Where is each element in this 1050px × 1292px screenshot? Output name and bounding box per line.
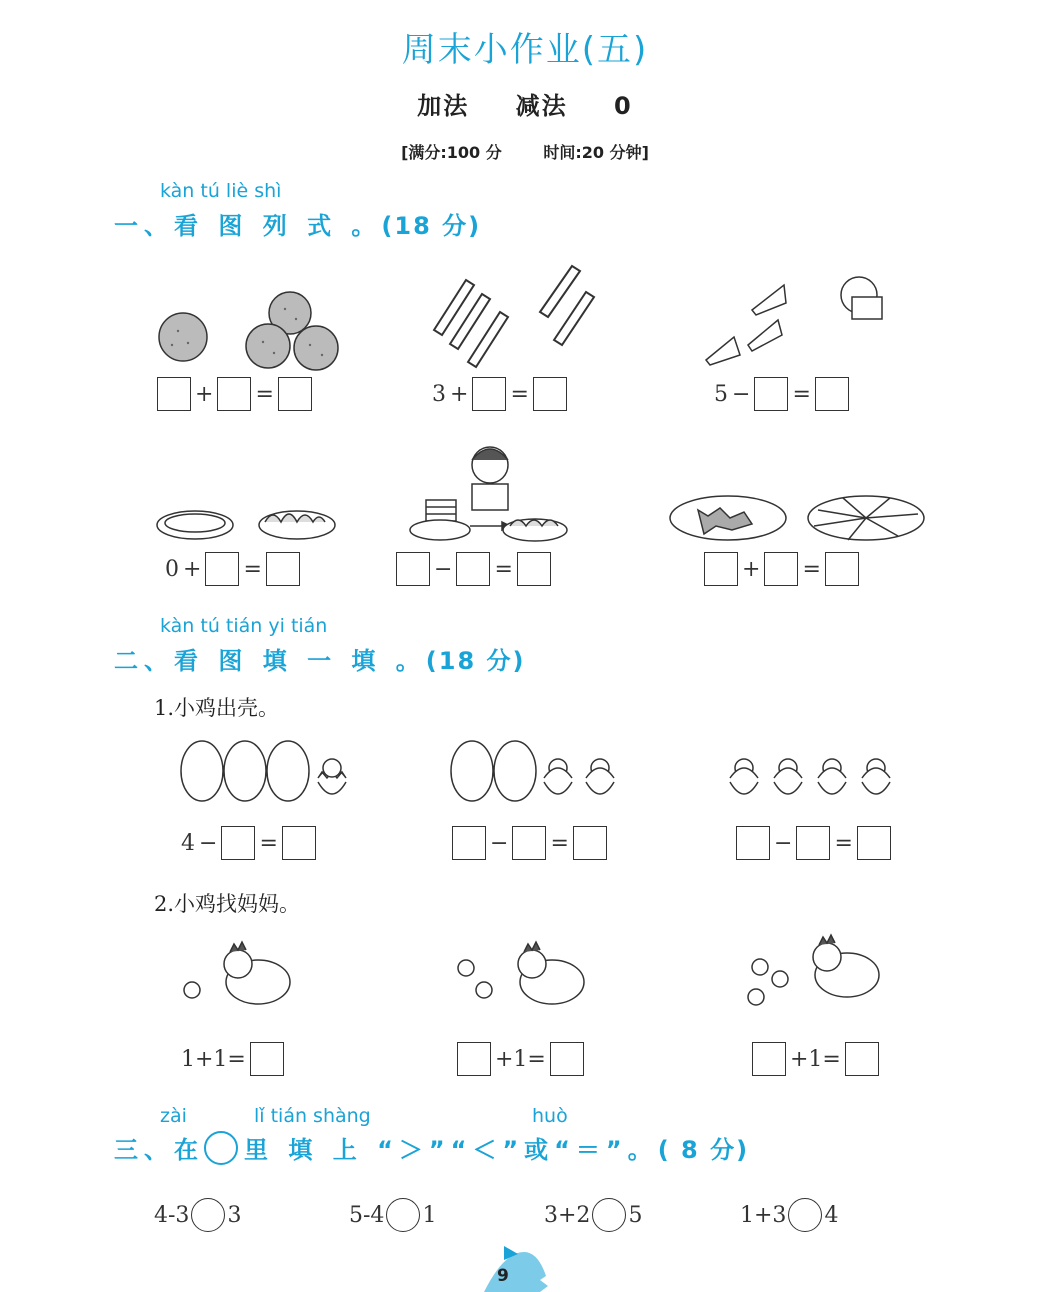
score-time-info: [0, 140, 1050, 163]
answer-box[interactable]: [250, 1042, 284, 1076]
eggs-group-3: [726, 738, 906, 804]
answer-box[interactable]: [573, 826, 607, 860]
cheese-mouse-illustration: [704, 265, 894, 370]
hen-chicks-group-2: [452, 940, 592, 1010]
answer-box[interactable]: [796, 826, 830, 860]
circle-symbol: [204, 1131, 238, 1165]
answer-circle[interactable]: [386, 1198, 420, 1232]
page-number-badge: [474, 1244, 554, 1292]
full-score: [满分:100 分: [401, 143, 502, 162]
answer-box[interactable]: [533, 377, 567, 411]
s1-equation-3: 5 − =: [714, 377, 849, 411]
section1-heading: 一、看 图 列 式 。(18 分): [114, 212, 482, 240]
answer-box[interactable]: [278, 377, 312, 411]
eggs-group-2: [448, 738, 628, 804]
answer-box[interactable]: [764, 552, 798, 586]
subtitle-subtraction: 减法: [515, 92, 568, 120]
question-1-label: 1.小鸡出壳。: [154, 696, 280, 720]
answer-box[interactable]: [512, 826, 546, 860]
answer-box[interactable]: [217, 377, 251, 411]
question-2-label: 2.小鸡找妈妈。: [154, 892, 301, 916]
hen-chicks-group-1: [178, 940, 298, 1010]
s1-equation-4: 0 + =: [165, 552, 300, 586]
eggs-group-1: [178, 738, 358, 804]
answer-box[interactable]: [857, 826, 891, 860]
section3-pinyin-zai: zài: [160, 1105, 187, 1127]
s1-equation-5: − =: [396, 552, 551, 586]
time-limit: 时间:20 分钟]: [543, 143, 649, 162]
answer-box[interactable]: [845, 1042, 879, 1076]
pencils-illustration: [430, 262, 600, 372]
s2-q1-equation-3: − =: [736, 826, 891, 860]
answer-box[interactable]: [221, 826, 255, 860]
hen-chicks-group-3: [742, 935, 887, 1015]
section3-heading: 三、在 里 填 上 “＞”“＜”或“＝”。 ( 8 分): [114, 1130, 749, 1165]
answer-box[interactable]: [754, 377, 788, 411]
pizza-plates-illustration: [668, 490, 933, 550]
worksheet-subtitle: [0, 86, 1050, 121]
s1-equation-6: + =: [704, 552, 859, 586]
answer-box[interactable]: [452, 826, 486, 860]
girl-bowls-illustration: [410, 440, 570, 545]
oranges-illustration: [150, 285, 350, 375]
answer-box[interactable]: [550, 1042, 584, 1076]
answer-box[interactable]: [266, 552, 300, 586]
s2-q2-equation-2: +1=: [457, 1042, 584, 1076]
answer-box[interactable]: [517, 552, 551, 586]
answer-box[interactable]: [457, 1042, 491, 1076]
answer-box[interactable]: [456, 552, 490, 586]
answer-box[interactable]: [815, 377, 849, 411]
section2-pinyin: kàn tú tián yi tián: [160, 615, 328, 637]
plates-dumplings-illustration: [155, 500, 345, 545]
page-number: 9: [497, 1266, 509, 1286]
comparison-1: 4-3 3: [154, 1198, 241, 1232]
answer-box[interactable]: [157, 377, 191, 411]
s1-equation-1: + =: [157, 377, 312, 411]
s2-q1-equation-1: 4 − =: [181, 826, 316, 860]
answer-circle[interactable]: [191, 1198, 225, 1232]
comparison-4: 1+3 4: [740, 1198, 838, 1232]
s1-equation-2: 3 + =: [432, 377, 567, 411]
answer-circle[interactable]: [788, 1198, 822, 1232]
answer-box[interactable]: [205, 552, 239, 586]
s2-q1-equation-2: − =: [452, 826, 607, 860]
answer-box[interactable]: [736, 826, 770, 860]
comparison-2: 5-4 1: [349, 1198, 436, 1232]
answer-box[interactable]: [825, 552, 859, 586]
worksheet-title: 周末小作业(五): [401, 30, 649, 70]
answer-box[interactable]: [704, 552, 738, 586]
answer-box[interactable]: [472, 377, 506, 411]
answer-box[interactable]: [752, 1042, 786, 1076]
subtitle-addition: 加法: [417, 92, 470, 120]
section3-pinyin-huo: huò: [532, 1105, 568, 1127]
section2-heading: 二、看 图 填 一 填 。(18 分): [114, 647, 526, 675]
answer-box[interactable]: [396, 552, 430, 586]
subtitle-zero: 0: [614, 92, 633, 120]
comparison-3: 3+2 5: [544, 1198, 642, 1232]
answer-circle[interactable]: [592, 1198, 626, 1232]
s2-q2-equation-3: +1=: [752, 1042, 879, 1076]
answer-box[interactable]: [282, 826, 316, 860]
section3-pinyin-li: lǐ tián shàng: [254, 1105, 371, 1127]
s2-q2-equation-1: 1+1=: [181, 1042, 284, 1076]
section1-pinyin: kàn tú liè shì: [160, 180, 282, 202]
